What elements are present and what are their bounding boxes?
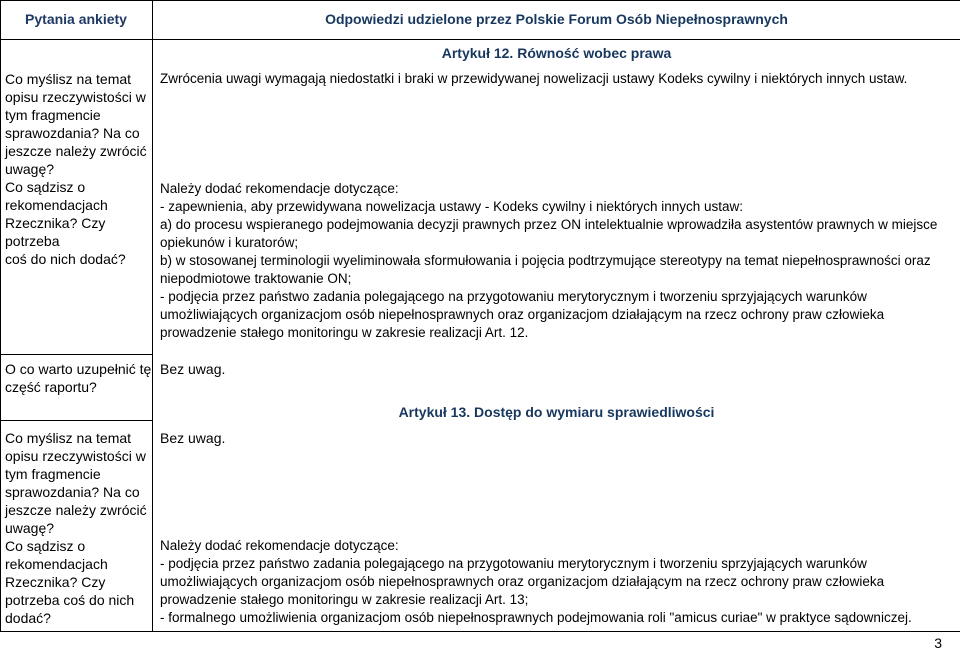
answer-line: - formalnego umożliwienia organizacjom osób niepełnosprawnych podejmowania roli "amicus curiae" w praktyce sądowniczej. [160, 610, 912, 625]
question-line: Co myślisz na temat [5, 430, 132, 446]
section2-answer [160, 537, 940, 627]
answer-line: opiekunów i kuratorów; [160, 235, 299, 250]
question-line: tym fragmencie [5, 107, 101, 123]
question-line: część raportu? [5, 379, 97, 395]
answer-line: umożliwiających organizacjom osób niepełnosprawnych oraz organizacjom działającym na rzecz ochrony praw człowieka [160, 574, 885, 589]
header-bottom-border [0, 39, 960, 40]
header-right: Odpowiedzi udzielone przez Polskie Forum Osób Niepełnosprawnych [325, 11, 788, 27]
answer-line: Należy dodać rekomendacje dotyczące: [160, 538, 399, 553]
question-line: dodać? [5, 610, 51, 626]
answer-line: b) w stosowanej terminologii wyeliminowała sformułowania i pojęcia podtrzymujące stereotypy na temat niepełnosprawności oraz [160, 253, 931, 268]
question-line: coś do nich dodać? [5, 251, 126, 267]
section1-title: Artykuł 12. Równość wobec prawa [441, 45, 672, 61]
table-top-border [0, 0, 960, 1]
section1-question [5, 70, 155, 268]
question-line: opisu rzeczywistości w [5, 448, 146, 464]
question-line: potrzeba coś do nich [5, 592, 135, 608]
answer-line: Należy dodać rekomendacje dotyczące: [160, 181, 399, 196]
page-number: 3 [934, 635, 942, 651]
question-line: jeszcze należy zwrócić [5, 502, 147, 518]
question-line: jeszcze należy zwrócić [5, 143, 147, 159]
section2-title: Artykuł 13. Dostęp do wymiaru sprawiedliwości [398, 404, 715, 420]
section2-answer-short: Bez uwag. [160, 430, 226, 446]
answer-line: umożliwiających organizacjom osób niepełnosprawnych oraz organizacjom działającym na rzecz ochrony praw człowieka [160, 307, 885, 322]
question-line: rekomendacjach [5, 556, 108, 572]
section1-answer [160, 180, 940, 342]
question-line: tym fragmencie [5, 466, 101, 482]
section1-extra-question [5, 360, 155, 396]
question-line: sprawozdania? Na co [5, 484, 140, 500]
question-line: rekomendacjach [5, 197, 108, 213]
section1-question-border [0, 354, 152, 355]
header-left: Pytania ankiety [25, 11, 127, 27]
table-left-border [0, 0, 1, 632]
table-bottom-border [0, 631, 960, 632]
question-line: Rzecznika? Czy potrzeba [5, 215, 106, 249]
question-line: opisu rzeczywistości w [5, 89, 146, 105]
answer-line: prowadzenie stałego monitoringu w zakresie realizacji Art. 13; [160, 592, 529, 607]
question-line: uwagę? [5, 520, 55, 536]
section1-extra-answer: Bez uwag. [160, 361, 226, 377]
answer-line: - zapewnienia, aby przewidywana nowelizacja ustawy - Kodeks cywilny i niektórych innych ustaw: [160, 199, 744, 214]
question-line: uwagę? [5, 161, 55, 177]
answer-line: a) do procesu wspieranego podejmowania decyzji prawnych przez ON intelektualnie wprowadziła asystentów prawnych w miejsce [160, 217, 938, 232]
answer-line: niepodmiotowe traktowanie ON; [160, 271, 352, 286]
question-line: Rzecznika? Czy [5, 574, 106, 590]
question-line: sprawozdania? Na co [5, 125, 140, 141]
answer-line: prowadzenie stałego monitoringu w zakresie realizacji Art. 12. [160, 325, 529, 340]
section1-answer-intro: Zwrócenia uwagi wymagają niedostatki i braki w przewidywanej nowelizacji ustawy Kodeks cywilny i niektórych innych ustaw. [160, 71, 908, 86]
section2-question [5, 429, 155, 627]
question-line: O co warto uzupełnić tę [5, 361, 152, 377]
answer-line: - podjęcia przez państwo zadania polegającego na przygotowaniu merytorycznym i tworzeniu sprzyjających warunków [160, 556, 867, 571]
question-line: Co sądzisz o [5, 179, 86, 195]
question-line: Co myślisz na temat [5, 71, 132, 87]
section1-bottom-border [0, 420, 152, 421]
answer-line: - podjęcia przez państwo zadania polegającego na przygotowaniu merytorycznym i tworzeniu sprzyjających warunków [160, 289, 867, 304]
question-line: Co sądzisz o [5, 538, 86, 554]
